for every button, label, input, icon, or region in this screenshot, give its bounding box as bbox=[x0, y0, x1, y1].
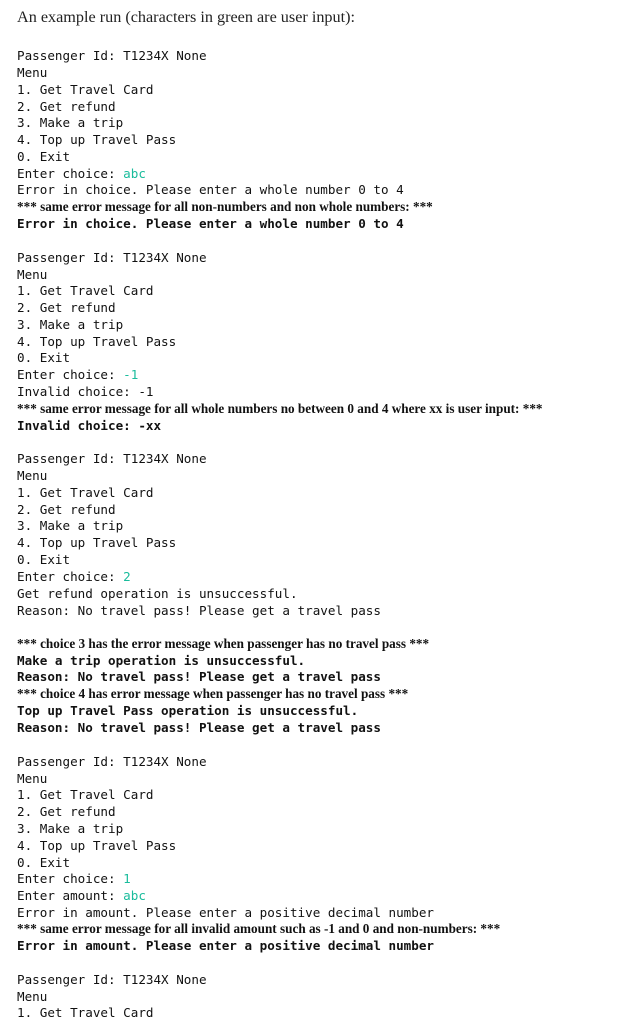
console-line bbox=[17, 871, 131, 888]
output-text: Reason: No travel pass! Please get a travel pass bbox=[17, 669, 381, 684]
console-line bbox=[17, 82, 153, 99]
output-text: Invalid choice: -xx bbox=[17, 418, 162, 433]
console-line bbox=[17, 317, 123, 334]
annotation-line bbox=[17, 686, 408, 703]
output-text: 4. Top up Travel Pass bbox=[17, 535, 177, 550]
console-line bbox=[17, 418, 161, 435]
console-line bbox=[17, 938, 434, 955]
output-text: Top up Travel Pass operation is unsuccessful. bbox=[17, 703, 359, 718]
output-text: Error in amount. Please enter a positive decimal number bbox=[17, 905, 435, 920]
console-line bbox=[17, 771, 47, 788]
output-text: 3. Make a trip bbox=[17, 821, 124, 836]
output-text: Passenger Id: T1234X None bbox=[17, 972, 207, 987]
user-input-text: abc bbox=[123, 888, 146, 903]
console-line bbox=[17, 65, 47, 82]
console-line bbox=[17, 754, 207, 771]
user-input-text: 1 bbox=[123, 871, 131, 886]
output-text: Error in choice. Please enter a whole number 0 to 4 bbox=[17, 182, 404, 197]
output-text: 2. Get refund bbox=[17, 99, 116, 114]
console-line bbox=[17, 669, 381, 686]
console-line bbox=[17, 451, 207, 468]
output-text: *** same error message for all non-numbers and non whole numbers: *** bbox=[17, 199, 433, 214]
console-line bbox=[17, 720, 381, 737]
output-text: 1. Get Travel Card bbox=[17, 485, 154, 500]
annotation-line bbox=[17, 921, 500, 938]
annotation-line bbox=[17, 199, 433, 216]
output-text: 3. Make a trip bbox=[17, 518, 124, 533]
output-text: *** choice 3 has the error message when passenger has no travel pass *** bbox=[17, 636, 430, 651]
console-line bbox=[17, 703, 358, 720]
console-line bbox=[17, 888, 146, 905]
console-line bbox=[17, 182, 404, 199]
console-line bbox=[17, 905, 434, 922]
console-line bbox=[17, 334, 176, 351]
output-text: Menu bbox=[17, 771, 48, 786]
output-text: 3. Make a trip bbox=[17, 115, 124, 130]
annotation-line bbox=[17, 401, 543, 418]
output-text: Enter amount: bbox=[17, 888, 124, 903]
output-text: 4. Top up Travel Pass bbox=[17, 334, 177, 349]
output-text: Menu bbox=[17, 267, 48, 282]
console-line bbox=[17, 603, 381, 620]
output-text: Passenger Id: T1234X None bbox=[17, 451, 207, 466]
console-line bbox=[17, 367, 138, 384]
output-text: *** same error message for all whole numbers no between 0 and 4 where xx is user input: *** bbox=[17, 401, 543, 416]
console-line bbox=[17, 989, 47, 1006]
output-text: Enter choice: bbox=[17, 166, 124, 181]
output-text: Get refund operation is unsuccessful. bbox=[17, 586, 298, 601]
output-text: Invalid choice: -1 bbox=[17, 384, 154, 399]
console-line bbox=[17, 821, 123, 838]
output-text: 1. Get Travel Card bbox=[17, 82, 154, 97]
console-line bbox=[17, 855, 70, 872]
console-line bbox=[17, 468, 47, 485]
user-input-text: -1 bbox=[123, 367, 139, 382]
console-line bbox=[17, 653, 305, 670]
console-line bbox=[17, 132, 176, 149]
console-line bbox=[17, 485, 153, 502]
output-text: 1. Get Travel Card bbox=[17, 1005, 154, 1020]
console-line bbox=[17, 250, 207, 267]
console-line bbox=[17, 115, 123, 132]
output-text: Reason: No travel pass! Please get a travel pass bbox=[17, 603, 381, 618]
output-text: Enter choice: bbox=[17, 367, 124, 382]
annotation-line bbox=[17, 636, 429, 653]
output-text: Menu bbox=[17, 989, 48, 1004]
output-text: 2. Get refund bbox=[17, 300, 116, 315]
console-line bbox=[17, 300, 116, 317]
output-text: Reason: No travel pass! Please get a travel pass bbox=[17, 720, 381, 735]
output-text: *** same error message for all invalid amount such as -1 and 0 and non-numbers: *** bbox=[17, 921, 501, 936]
console-line bbox=[17, 586, 298, 603]
console-line bbox=[17, 283, 153, 300]
output-text: Error in choice. Please enter a whole number 0 to 4 bbox=[17, 216, 404, 231]
console-line bbox=[17, 384, 153, 401]
output-text: 4. Top up Travel Pass bbox=[17, 838, 177, 853]
console-line bbox=[17, 972, 207, 989]
output-text: Enter choice: bbox=[17, 871, 124, 886]
console-line bbox=[17, 502, 116, 519]
output-text: Passenger Id: T1234X None bbox=[17, 754, 207, 769]
output-text: 3. Make a trip bbox=[17, 317, 124, 332]
console-line bbox=[17, 552, 70, 569]
output-text: Passenger Id: T1234X None bbox=[17, 48, 207, 63]
output-text: 0. Exit bbox=[17, 855, 71, 870]
console-line bbox=[17, 166, 146, 183]
output-text: Enter choice: bbox=[17, 569, 124, 584]
output-text: 2. Get refund bbox=[17, 502, 116, 517]
output-text: Error in amount. Please enter a positive decimal number bbox=[17, 938, 435, 953]
output-text: 2. Get refund bbox=[17, 804, 116, 819]
console-line bbox=[17, 48, 207, 65]
console-line bbox=[17, 838, 176, 855]
output-text: 4. Top up Travel Pass bbox=[17, 132, 177, 147]
output-text: 1. Get Travel Card bbox=[17, 283, 154, 298]
console-line bbox=[17, 787, 153, 804]
console-line bbox=[17, 216, 404, 233]
user-input-text: 2 bbox=[123, 569, 131, 584]
output-text: 0. Exit bbox=[17, 149, 71, 164]
user-input-text: abc bbox=[123, 166, 146, 181]
output-text: Menu bbox=[17, 468, 48, 483]
output-text: 0. Exit bbox=[17, 552, 71, 567]
console-line bbox=[17, 569, 131, 586]
console-line bbox=[17, 1005, 153, 1022]
output-text: Make a trip operation is unsuccessful. bbox=[17, 653, 306, 668]
console-line bbox=[17, 804, 116, 821]
output-text: An example run (characters in green are user input): bbox=[17, 8, 355, 26]
console-line bbox=[17, 518, 123, 535]
console-line bbox=[17, 535, 176, 552]
console-line bbox=[17, 149, 70, 166]
console-line bbox=[17, 99, 116, 116]
output-text: 1. Get Travel Card bbox=[17, 787, 154, 802]
output-text: *** choice 4 has error message when passenger has no travel pass *** bbox=[17, 686, 409, 701]
output-text: Menu bbox=[17, 65, 48, 80]
intro-heading bbox=[17, 7, 355, 27]
output-text: Passenger Id: T1234X None bbox=[17, 250, 207, 265]
console-line bbox=[17, 350, 70, 367]
output-text: 0. Exit bbox=[17, 350, 71, 365]
console-line bbox=[17, 267, 47, 284]
